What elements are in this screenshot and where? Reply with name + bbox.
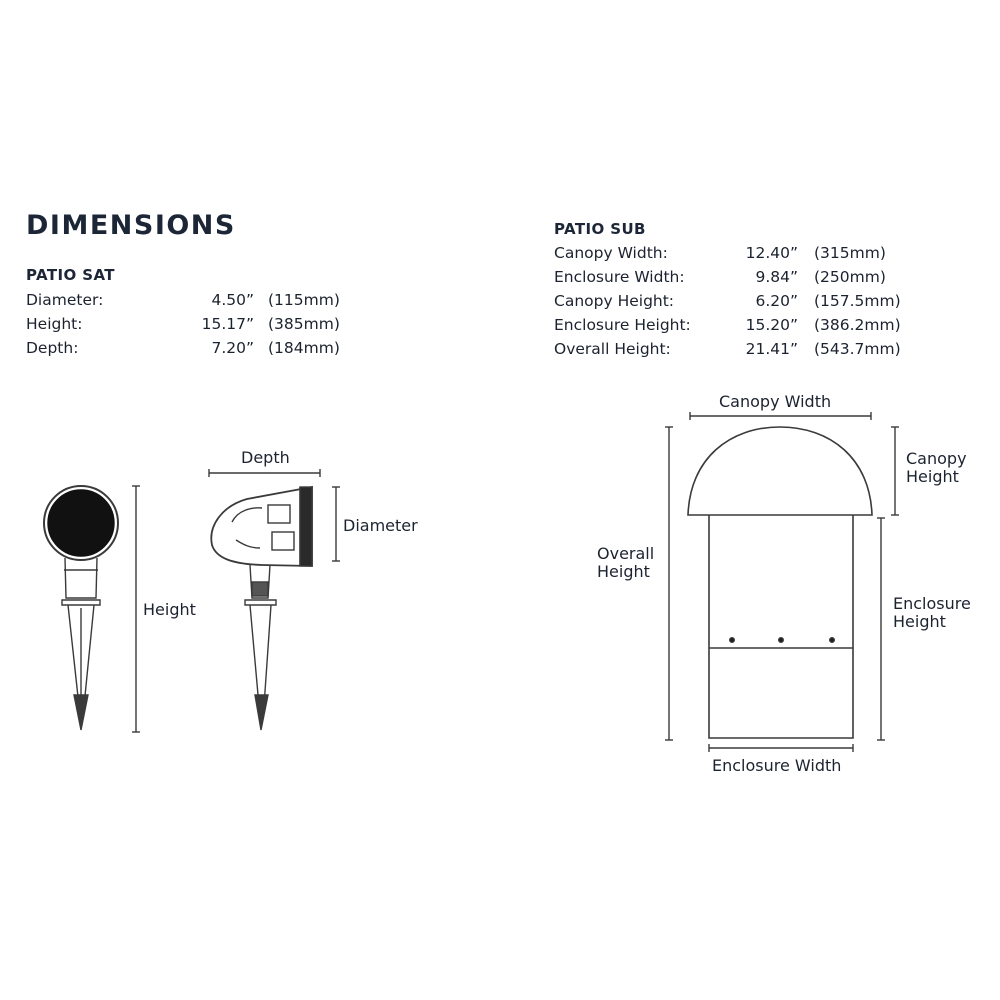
sub-canopy-width-label: Canopy Width	[719, 392, 832, 411]
spec-label: Height:	[26, 315, 83, 333]
spec-mm: (315mm)	[814, 244, 886, 262]
sub-canopy	[688, 427, 872, 515]
spec-inches: 15.17”	[201, 315, 254, 333]
sub-enclosure-height-label-line2: Height	[893, 612, 946, 631]
sat-side-driver-1	[268, 505, 290, 523]
sub-enclosure-width-label: Enclosure Width	[712, 756, 842, 775]
spec-inches: 15.20”	[745, 316, 798, 334]
sat-front-view	[44, 486, 118, 730]
spec-label: Diameter:	[26, 291, 104, 309]
sat-side-stake-tip	[255, 695, 268, 730]
spec-inches: 21.41”	[745, 340, 798, 358]
spec-inches: 6.20”	[755, 292, 798, 310]
spec-label: Enclosure Width:	[554, 268, 685, 286]
spec-mm: (184mm)	[268, 339, 340, 357]
spec-inches: 12.40”	[745, 244, 798, 262]
sub-canopy-width-dimension	[690, 412, 871, 420]
spec-label: Enclosure Height:	[554, 316, 691, 334]
sub-overall-height-dimension	[665, 427, 673, 740]
spec-label: Canopy Height:	[554, 292, 675, 310]
sat-height-label: Height	[143, 600, 196, 619]
sat-side-stake	[250, 605, 271, 706]
sub-enclosure-width-dimension	[709, 744, 853, 752]
patio-sat-heading: PATIO SAT	[26, 266, 115, 284]
spec-mm: (386.2mm)	[814, 316, 901, 334]
sat-side-housing	[211, 487, 312, 566]
sub-screw-2	[779, 638, 784, 643]
spec-label: Overall Height:	[554, 340, 671, 358]
sat-side-grille	[300, 487, 312, 566]
sub-drawing	[688, 427, 872, 738]
sub-overall-height-label-line2: Height	[597, 562, 650, 581]
sat-side-driver-2	[272, 532, 294, 550]
sat-front-stake-tip	[74, 695, 88, 730]
sub-screw-1	[730, 638, 735, 643]
spec-inches: 7.20”	[211, 339, 254, 357]
sub-enclosure-height-dimension	[877, 518, 885, 740]
sub-canopy-height-label-line2: Height	[906, 467, 959, 486]
sub-enclosure-height-label-line1: Enclosure	[893, 594, 971, 613]
sat-depth-dimension	[209, 469, 320, 477]
spec-label: Canopy Width:	[554, 244, 668, 262]
sat-height-dimension	[132, 486, 140, 732]
sat-side-bolt	[252, 582, 268, 596]
sub-canopy-height-label-line1: Canopy	[906, 449, 967, 468]
sat-side-view	[211, 487, 312, 730]
spec-inches: 9.84”	[755, 268, 798, 286]
spec-mm: (543.7mm)	[814, 340, 901, 358]
sat-side-housing-detail	[232, 508, 262, 522]
sat-depth-label: Depth	[241, 448, 290, 467]
sat-front-stake-collar	[62, 600, 100, 605]
sat-side-housing-detail-2	[236, 540, 260, 548]
sub-canopy-height-dimension	[891, 427, 899, 515]
sub-enclosure	[709, 515, 853, 738]
sat-side-stake-collar	[245, 600, 276, 605]
sat-front-neck	[65, 558, 97, 598]
spec-label: Depth:	[26, 339, 79, 357]
sat-diameter-label: Diameter	[343, 516, 418, 535]
sat-diameter-dimension	[332, 487, 340, 561]
spec-inches: 4.50”	[211, 291, 254, 309]
patio-sub-heading: PATIO SUB	[554, 220, 646, 238]
spec-mm: (157.5mm)	[814, 292, 901, 310]
spec-mm: (115mm)	[268, 291, 340, 309]
sub-screw-3	[830, 638, 835, 643]
sat-grille	[48, 490, 114, 556]
page-title: DIMENSIONS	[26, 210, 236, 241]
sub-overall-height-label-line1: Overall	[597, 544, 655, 563]
spec-mm: (250mm)	[814, 268, 886, 286]
spec-mm: (385mm)	[268, 315, 340, 333]
